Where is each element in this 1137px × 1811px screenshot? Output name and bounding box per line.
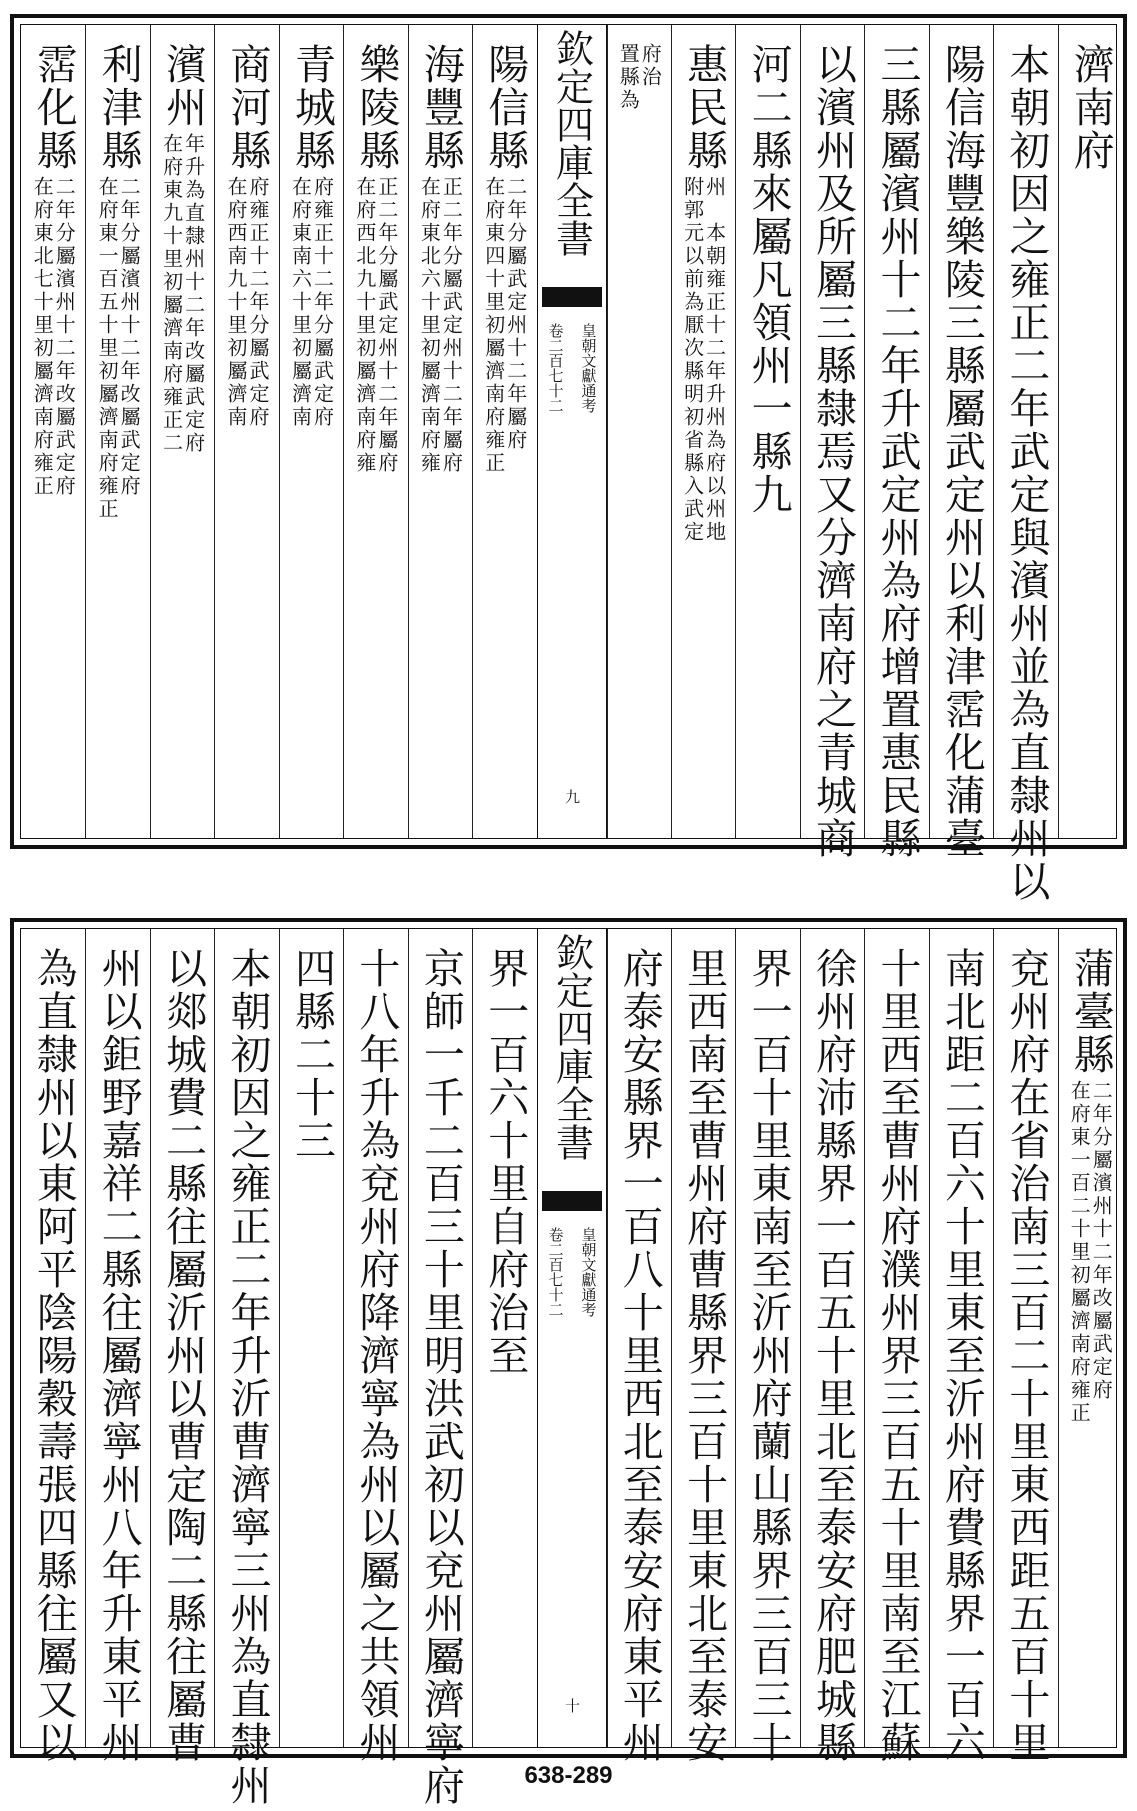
main-text: 惠民縣 [680,43,729,172]
main-text: 界一百六十里自府治至 [481,947,530,1377]
text-stack [223,947,272,1807]
annotation [616,43,663,112]
annotation-line: 在府東南六十里初屬濟南 [288,176,313,429]
top-column-content [930,43,993,860]
text-stack [352,947,401,1764]
text-stack [481,43,530,828]
annotation-line: 在府東一百五十里初屬濟南府雍正 [95,176,120,521]
bottom-column-content [280,947,343,1737]
annotation-line: 在府西南九十里初屬濟南 [224,176,249,429]
annotation [680,176,727,544]
annotation-line: 在府東四十里初屬濟南府雍正 [481,176,506,475]
annotation-line: 二年分屬武定州十二年屬府 [503,176,528,452]
bottom-column-content [344,947,407,1764]
top-page [10,14,1127,903]
annotation [481,176,528,475]
volume-label: 卷二百七十二 [546,323,565,413]
top-column-content [672,43,735,828]
top-column [993,25,1057,903]
source-title: 皇朝文獻通考 [579,1227,598,1317]
main-text: 霑化縣 [29,43,78,172]
annotation-line: 府雍正十二年分屬武定府 [310,176,335,429]
source-title: 皇朝文獻通考 [579,323,598,413]
top-column-content [1059,43,1122,828]
leaf-number: 九 [563,789,581,804]
main-text: 府泰安縣界一百八十里西北至泰安府東平州 [615,947,664,1764]
text-stack [744,43,793,828]
main-text: 濟南府 [1066,43,1115,172]
top-column-content [801,43,864,860]
leaf-number: 十 [563,1698,581,1713]
text-stack [159,43,208,828]
bottom-column [1058,929,1122,1747]
text-stack [937,43,986,860]
text-stack [937,947,986,1764]
text-stack [1066,43,1115,828]
top-column [864,25,928,860]
annotation-line: 二年分屬濱州十二年改屬武定府 [1089,1080,1114,1402]
bottom-column [607,929,671,1764]
bottom-column-content [21,947,85,1764]
fishtail-mark [542,1191,602,1211]
annotation-line: 在府西北九十里初屬濟南府雍 [352,176,377,475]
annotation [288,176,335,429]
text-stack [1066,947,1115,1737]
bottom-column-content [865,947,928,1764]
text-stack [287,947,336,1737]
main-text: 陽信縣 [481,43,530,172]
main-text: 以郯城費二縣往屬沂州以曹定陶二縣往屬曹 [159,947,208,1764]
top-column-content [736,43,799,828]
top-column [1058,25,1122,838]
main-text: 商河縣 [223,43,272,172]
top-column [929,25,993,860]
annotation-line: 附郭元以前為厭次縣明初省縣入武定 [680,176,705,544]
bottom-column [279,929,343,1747]
bottom-column-content [215,947,278,1807]
bottom-column-content [151,947,214,1764]
book-title: 欽定四庫全書 [549,933,594,1161]
annotation [159,133,206,455]
main-text: 十里西至曹州府濮州界三百五十里南至江蘇 [873,947,922,1764]
main-text: 以濱州及所屬三縣隸焉又分濟南府之青城商 [809,43,858,860]
annotation-line: 在府東北七十里初屬濟南府雍正 [30,176,55,498]
bottom-column-content [473,947,536,1737]
annotation-line: 州 本朝雍正十二年升州為府以州地 [702,176,727,544]
top-column [279,25,343,838]
main-text: 樂陵縣 [352,43,401,172]
text-stack [1002,947,1051,1764]
main-text: 本朝初因之雍正二年武定與濱州並為直隸州以 [1002,43,1051,903]
bottom-column [864,929,928,1764]
text-stack [680,947,729,1764]
bottom-column-content [1059,947,1122,1737]
bottom-column [85,929,149,1764]
bottom-column-content [608,947,671,1764]
text-stack [416,947,465,1807]
main-text: 濱州 [159,43,208,129]
top-column-content [409,43,472,828]
bottom-column-content [994,947,1057,1764]
top-column-content [608,43,671,828]
annotation-line: 置縣為 [616,43,641,112]
bottom-column [343,929,407,1764]
bottom-spine [537,929,607,1747]
fishtail-mark [542,287,602,307]
page-footer-number: 638-289 [524,1762,613,1789]
top-column [408,25,472,838]
text-stack [873,947,922,1764]
volume-label: 卷二百七十二 [546,1227,565,1317]
top-column-content [21,43,85,828]
bottom-column [671,929,735,1764]
bottom-column [21,929,85,1764]
main-text: 十八年升為兗州府降濟寧為州以屬之共領州 [352,947,401,1764]
main-text: 陽信海豐樂陵三縣屬武定州以利津霑化蒲臺 [937,43,986,860]
text-stack [29,43,78,828]
top-column-content [344,43,407,828]
bottom-column-content [930,947,993,1764]
text-stack [29,947,78,1764]
bottom-column-content [86,947,149,1764]
main-text: 南北距二百六十里東至沂州府費縣界一百六 [937,947,986,1764]
top-column [671,25,735,838]
top-column-content [994,43,1057,903]
top-column [735,25,799,838]
bottom-column-content [801,947,864,1764]
bottom-column [408,929,472,1807]
bottom-column [993,929,1057,1764]
text-stack [481,947,530,1737]
top-column [800,25,864,860]
text-stack [615,947,664,1764]
top-column [85,25,149,838]
top-column [21,25,85,838]
annotation [417,176,464,475]
annotation-line: 二年分屬濱州十二年改屬武定府 [117,176,142,498]
top-column-content [865,43,928,860]
bottom-column [214,929,278,1807]
text-stack [616,43,663,828]
top-column-content [86,43,149,828]
bottom-column [800,929,864,1764]
text-stack [416,43,465,828]
text-stack [744,947,793,1764]
bottom-column [735,929,799,1764]
main-text: 徐州府沛縣界一百五十里北至泰安府肥城縣 [809,947,858,1764]
top-column-content [215,43,278,828]
top-column [607,25,671,838]
text-stack [1002,43,1051,903]
bottom-column [150,929,214,1764]
annotation-line: 府治 [638,43,663,89]
main-text: 四縣二十三 [287,947,336,1162]
main-text: 利津縣 [94,43,143,172]
annotation-line: 在府東一百二十里初屬濟南府雍正 [1067,1080,1092,1425]
main-text: 青城縣 [287,43,336,172]
top-column [214,25,278,838]
top-column-content [280,43,343,828]
text-stack [873,43,922,860]
top-column [343,25,407,838]
text-stack [223,43,272,828]
bottom-column [929,929,993,1764]
text-stack [809,43,858,860]
top-column [472,25,536,838]
annotation [1067,1080,1114,1425]
main-text: 海豐縣 [416,43,465,172]
text-stack [287,43,336,828]
main-text: 蒲臺縣 [1066,947,1115,1076]
annotation-line: 在府東北六十里初屬濟南府雍 [417,176,442,475]
text-stack [94,43,143,828]
annotation-line: 在府東九十里初屬濟南府雍正二 [159,133,184,455]
text-stack [352,43,401,828]
annotation [30,176,77,498]
annotation [224,176,271,429]
main-text: 本朝初因之雍正二年升沂曹濟寧三州為直隸州 [223,947,272,1807]
main-text: 州以鉅野嘉祥二縣往屬濟寧州八年升東平州 [94,947,143,1764]
text-stack [680,43,729,828]
text-stack [94,947,143,1764]
bottom-column [472,929,536,1747]
bottom-column-content [409,947,472,1807]
main-text: 京師一千二百三十里明洪武初以兗州屬濟寧府 [416,947,465,1807]
top-spine [537,25,607,838]
main-text: 兗州府在省治南三百二十里東西距五百十里 [1002,947,1051,1764]
bottom-column-content [672,947,735,1764]
annotation-line: 年升為直隸州十二年改屬武定府 [181,133,206,455]
annotation-line: 府雍正十二年分屬武定府 [246,176,271,429]
main-text: 三縣屬濱州十二年升武定州為府增置惠民縣 [873,43,922,860]
top-column-content [473,43,536,828]
top-column-content [151,43,214,828]
top-column [150,25,214,838]
main-text: 為直隸州以東阿平陰陽穀壽張四縣往屬又以 [29,947,78,1764]
main-text: 河二縣來屬凡領州一縣九 [744,43,793,516]
book-title: 欽定四庫全書 [549,29,594,257]
text-stack [159,947,208,1764]
annotation [352,176,399,475]
annotation-line: 二年分屬濱州十二年改屬武定府 [52,176,77,498]
annotation-line: 正二年分屬武定州十二年屬府 [374,176,399,475]
bottom-column-content [736,947,799,1764]
annotation-line: 正二年分屬武定州十二年屬府 [439,176,464,475]
annotation [95,176,142,521]
main-text: 里西南至曹州府曹縣界三百十里東北至泰安 [680,947,729,1764]
text-stack [809,947,858,1764]
main-text: 界一百十里東南至沂州府蘭山縣界三百三十 [744,947,793,1764]
